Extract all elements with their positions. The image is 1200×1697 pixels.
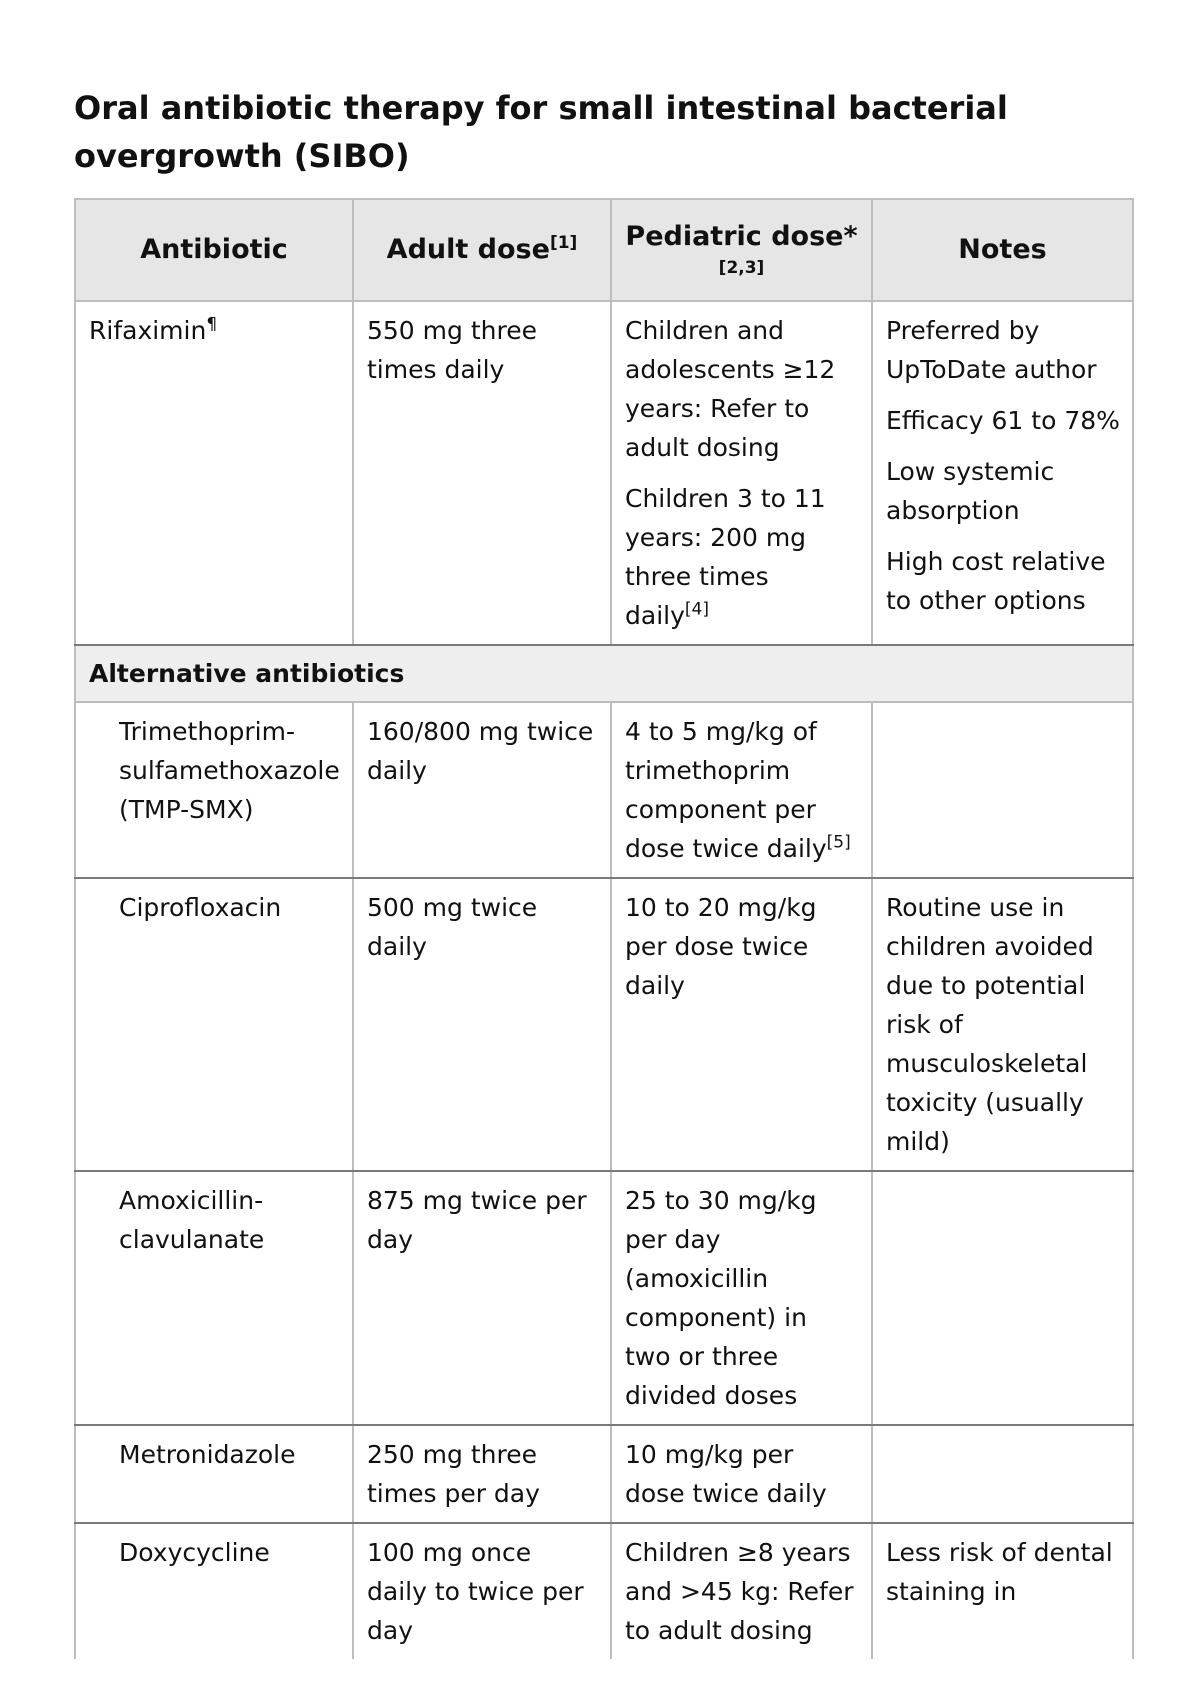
cell-notes [872,702,1133,878]
table-row-amoxicillin-clavulanate [75,1171,1133,1425]
header-pediatric-dose-label: Pediatric dose* [625,221,858,252]
page-title: Oral antibiotic therapy for small intestinal bacterial overgrowth (SIBO) [74,89,1008,175]
cell-pediatric-dose [611,1425,872,1523]
cell-notes [872,301,1133,645]
header-adult-dose-label: Adult dose [386,234,550,265]
doxycycline-pediatric-dose: Children ≥8 years and >45 kg: Refer to adult dosing [625,1538,854,1645]
rifaximin-pediatric-line-2: Children 3 to 11 years: 200 mg three times daily [625,484,826,630]
rifaximin-pediatric-line-2-wrap [625,479,859,635]
group-row-alternative [75,645,1133,702]
header-antibiotic [75,199,353,301]
cell-pediatric-dose [611,702,872,878]
rifaximin-adult-dose: 550 mg three times daily [367,316,537,384]
rifaximin-note-4: High cost relative to other options [886,547,1106,615]
rifaximin-name: Rifaximin [89,316,207,345]
cell-notes [872,878,1133,1171]
tmp-smx-adult-dose: 160/800 mg twice daily [367,717,594,785]
table-row-doxycycline [75,1523,1133,1659]
tmp-smx-pediatric-dose: 4 to 5 mg/kg of trimethoprim component per dose twice daily [625,717,827,863]
rifaximin-note-1: Preferred by UpToDate author [886,316,1097,384]
ciprofloxacin-pediatric-dose: 10 to 20 mg/kg per dose twice daily [625,893,817,1000]
metronidazole-pediatric-dose: 10 mg/kg per dose twice daily [625,1440,827,1508]
amox-clav-pediatric-dose: 25 to 30 mg/kg per day (amoxicillin component) in two or three divided doses [625,1186,817,1410]
header-notes [872,199,1133,301]
table-row-ciprofloxacin [75,878,1133,1171]
tmp-smx-pediatric-ref[interactable]: [5] [826,832,851,853]
ciprofloxacin-adult-dose: 500 mg twice daily [367,893,538,961]
cell-pediatric-dose [611,301,872,645]
cell-adult-dose [353,702,611,878]
header-pediatric-dose-ref[interactable]: [2,3] [718,258,765,278]
header-antibiotic-label: Antibiotic [140,234,288,265]
cell-antibiotic [75,1171,353,1425]
doxycycline-name: Doxycycline [119,1538,270,1567]
table-row-tmp-smx [75,702,1133,878]
amox-clav-name: Amoxicillin-clavulanate [119,1186,265,1254]
group-heading: Alternative antibiotics [75,645,1133,702]
ciprofloxacin-name: Ciprofloxacin [119,893,282,922]
rifaximin-footnote-mark: ¶ [206,314,218,335]
header-adult-dose-ref[interactable]: [1] [549,233,578,253]
cell-antibiotic [75,1425,353,1523]
metronidazole-adult-dose: 250 mg three times per day [367,1440,540,1508]
tmp-smx-name: Trimethoprim-sulfamethoxazole (TMP-SMX) [119,717,340,824]
antibiotic-table [74,198,1134,1659]
rifaximin-note-2: Efficacy 61 to 78% [886,406,1120,435]
metronidazole-name: Metronidazole [119,1440,296,1469]
cell-adult-dose [353,878,611,1171]
cell-notes [872,1425,1133,1523]
cell-adult-dose [353,1171,611,1425]
rifaximin-note-3: Low systemic absorption [886,457,1055,525]
doxycycline-notes: Less risk of dental staining in [886,1538,1113,1606]
cell-antibiotic [75,301,353,645]
ciprofloxacin-notes: Routine use in children avoided due to potential risk of musculoskeletal toxicity (usually mild) [886,893,1094,1156]
header-adult-dose [353,199,611,301]
cell-adult-dose [353,1523,611,1659]
cell-adult-dose [353,1425,611,1523]
cell-pediatric-dose [611,1523,872,1659]
doxycycline-adult-dose: 100 mg once daily to twice per day [367,1538,584,1645]
table-row-rifaximin [75,301,1133,645]
cell-antibiotic [75,878,353,1171]
amox-clav-adult-dose: 875 mg twice per day [367,1186,587,1254]
table-header [75,199,1133,301]
rifaximin-pediatric-line-1: Children and adolescents ≥12 years: Refer to adult dosing [625,316,836,462]
cell-notes [872,1523,1133,1659]
cell-pediatric-dose [611,878,872,1171]
header-notes-label: Notes [958,234,1047,265]
cell-pediatric-dose [611,1171,872,1425]
cell-antibiotic [75,1523,353,1659]
table-row-metronidazole [75,1425,1133,1523]
cell-adult-dose [353,301,611,645]
rifaximin-pediatric-ref[interactable]: [4] [684,599,709,620]
cell-notes [872,1171,1133,1425]
cell-antibiotic [75,702,353,878]
header-pediatric-dose [611,199,872,301]
